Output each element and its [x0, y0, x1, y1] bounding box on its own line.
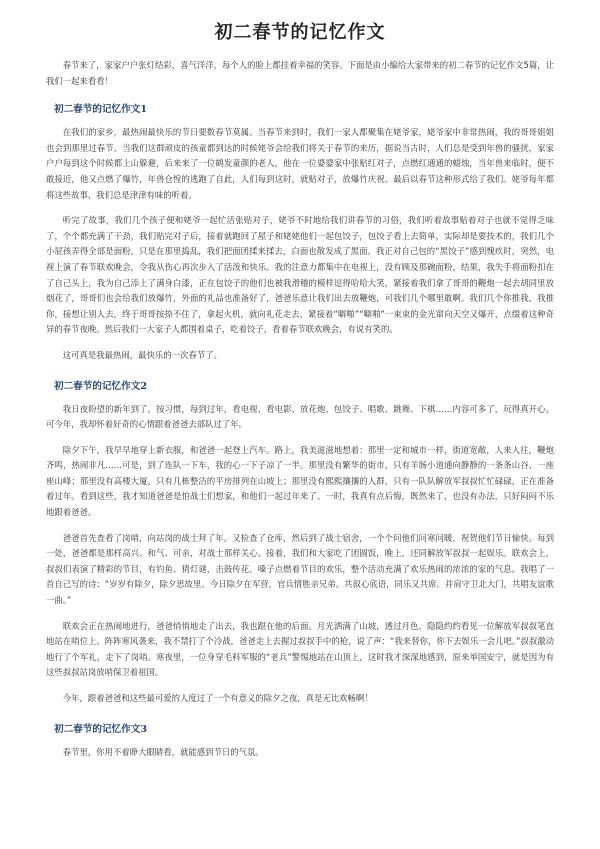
section-2-paragraph-1: 我日夜盼望的新年到了。按习惯，每到过年，看电视、看电影、放花炮、包饺子、唱歌、跳舞、下棋……内容可多了，玩得真开心。可今年，我却怀着好奇的心情跟着爸爸去部队过了年。: [46, 403, 554, 430]
section-2-paragraph-5: 今年，跟着爸爸和这些最可爱的人度过了一个有意义的除夕之夜，真是无比欢畅啊！: [62, 693, 373, 703]
section-3-paragraph-1: 春节里，你用不着睁大眼睛看，就能感到节日的气氛。: [62, 746, 264, 757]
section-heading-3: 初二春节的记忆作文3: [54, 723, 148, 735]
intro-paragraph: 春节来了，家家户户张灯结彩，喜气洋洋，每个人的脸上都挂着幸福的笑容。下面是由小编给大家带来的初二春节的记忆作文5篇，让我们一起来看看！: [46, 60, 554, 86]
section-2-paragraph-3: 爸爸首先查看了岗哨，向站岗的战士拜了年。又检查了仓库，然后到了战士宿舍，一个个问他们问寒问暖，祝贺他们节日愉快。每到一处，爸爸都是那样高兴、和气、可亲，对战士那样关心。接着，我们和大家吃了团圆饭，晚上，还同解放军叔叔一起娱乐。联欢会上，叔叔们表演了精彩的节目，有钓鱼、猜灯谜，击鼓传花。嗓子点燃着节目的欢乐，整个活动充满了欢乐热闹的浓浓的家的气息。我唱了一首自己写的诗：“岁岁有除夕，除夕思故里。今日除夕在军营，官兵情胜亲兄弟。共叙心底语，同乐又共席。并肩守卫北大门，共唱友谊歌一曲。”: [46, 532, 554, 606]
section-1-paragraph-3: 这可真是我最热闹，最快乐的一次春节了。: [62, 349, 222, 360]
section-heading-2: 初二春节的记忆作文2: [54, 380, 148, 392]
section-1-paragraph-1: 在我们的家乡，最热闹最快乐的节日要数春节莫属。当春节来到时，我们一家人都聚集在姥爷家，姥爷家中非常热闹，我的哥哥姐姐也会到那里过春节。当我们这群顽皮的孩童都到达的时候姥爷会给我们将关于春节的来历，据说当古时，人们总是受到年兽的骚扰，家家户户每到这个时候都上山躲避，后来来了一位鹤发童颜的老人，他在一位婆婆家中张贴红对子，点燃红通通的蜡烛，当年兽来临时，便不敢接近，他又点燃了爆竹，年兽仓惶的逃跑了自此，人们每到这时，就贴对子，放爆竹庆祝。最后以春节这种形式给了我们。姥爷每年都将这些故事，我们总是津津有味的听着。: [46, 127, 554, 200]
section-1-paragraph-2: 听完了故事，我们几个孩子便和姥爷一起忙活张贴对子，姥爷不时地给我们讲春节的习俗，我们听着故事贴着对子也就不觉得乏味了，个个都充满了干劲，我们贴完对子后，接着就跑回了屋子和姥姥他们一起包饺子，包饺子看上去简单，实际却是要技术的，我们几个小屁孩弄得全部是面粉，只是在那里捣乱，我们把面团揉来揉去，白面也散发成了黑面。我正对自己包的“黑饺子”感到愧疚时，突然，电视上演了春节联欢晚会，令我从伤心再次步入了活泼和快乐。我的注意力都集中在电视上，没有顾及那碗面粉，结果，我失手将面粉扣在了自己头上，我为自己添上了满身白漆，正在包饺子的他们也被我滑稽的模样逗得哈哈大笑，紧接着我们拿了哥哥的鞭炮一起去胡同里放烟花了，哥哥们也会给我们放爆竹，外面的礼品也准备好了，爸爸乐意让我们出去放鞭炮，可我们几个哪里敢啊。我们几个你推我，我推你，接想让别人去，终于哥哥按捺不住了，拿起火机，就向礼花走去，紧接着“噼啪”“噼啪”一束束的金光窜向天空又爆开，点缀着这种奇异的春节夜晚。然后我们一大家子人都围着桌子，吃着饺子，看着春节联欢晚会，有说有笑的。: [46, 215, 554, 335]
section-2-paragraph-4: 联欢会正在热闹地进行，爸爸悄悄地走了出去，我也跟在他的后面。月光洒满了山坡，透过月色，隐隐约约看见一位解放军叔叔笔直地站在哨位上。阵阵寒风袭来，我不禁打了个冷战，爸爸走上去握过叔叔手中的枪，说了声：“我来替你，你下去娱乐一会儿吧。”叔叔激动地行了个军礼，走下了岗哨。寒夜里，一位身穿毛料军服的“老兵”警惕地站在山顶上，这时我才深深地感到，原来举国安宁，就是因为有这些叔叔站岗放哨保卫着祖国。: [46, 620, 554, 678]
section-2-paragraph-2: 除夕下午，我早早地穿上新衣服，和爸爸一起登上汽车。路上，我美滋滋地想着：那里一定和城市一样，街道宽敞，人来人往，鞭炮齐鸣，热闹非凡……可是，到了连队一下车，我的心一下子凉了一半。那里没有繁华的街市，只有羊肠小道通向静静的一条条山谷、一座座山峰；那里没有高楼大厦，只有几栋整洁的平房排列在山坡上；那里没有熙熙攘攘的人群，只有一队队解放军叔叔忙忙碌碌，正在准备着过年。看到这些，我才知道爸爸是怕战士们想家，和他们一起过年来了。一时，我真有点后悔，既然来了，也没有办法，只好闷闷不乐地跟着爸爸。: [46, 444, 554, 518]
section-heading-1: 初二春节的记忆作文1: [54, 104, 148, 116]
document-title: 初二春节的记忆作文: [214, 22, 386, 43]
